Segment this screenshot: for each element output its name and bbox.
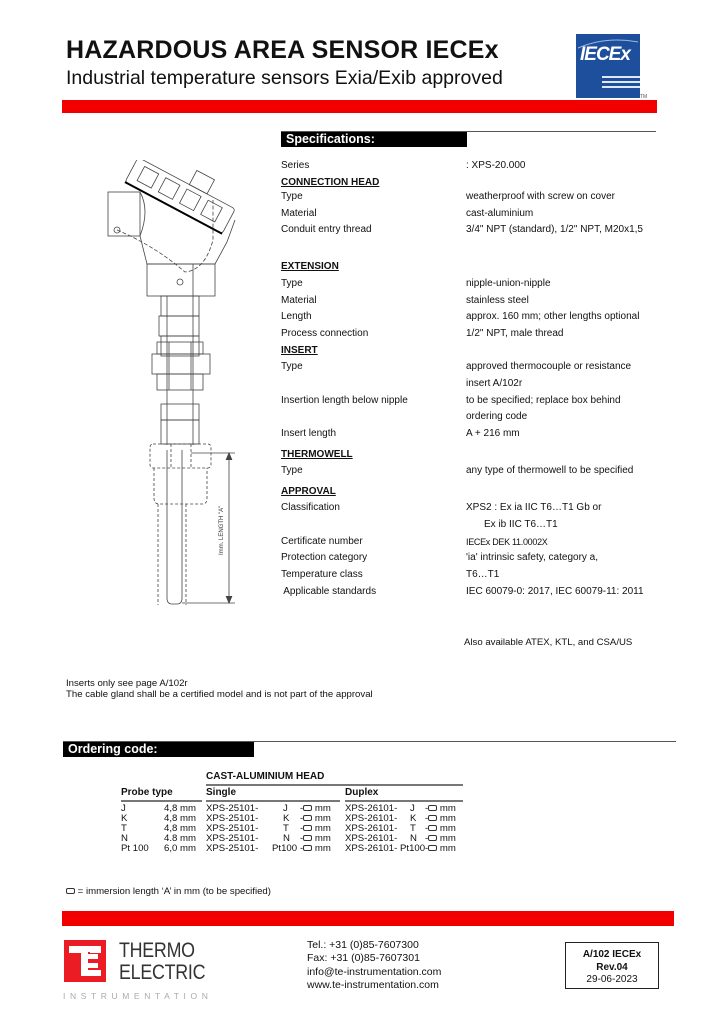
spec-value: IECEx DEK 11.0002X <box>466 537 548 547</box>
duplex-code: XPS-26101- <box>345 803 398 814</box>
spec-label: Insertion length below nipple <box>281 395 408 406</box>
duplex-code: XPS-26101- <box>345 813 398 824</box>
single-type: K <box>283 813 290 824</box>
probe-diameter: 4,8 mm <box>164 823 196 834</box>
iecex-logo <box>576 34 640 98</box>
brand-name-line1: THERMO <box>119 939 195 962</box>
ordering-code-heading: Ordering code: <box>63 742 254 757</box>
length-box-icon <box>303 805 312 811</box>
length-box-icon <box>303 815 312 821</box>
length-placeholder-box: - mm <box>425 803 456 814</box>
spec-label: Conduit entry thread <box>281 224 372 235</box>
spec-value: : XPS-20.000 <box>466 160 526 171</box>
revision-date: 29-06-2023 <box>586 974 638 985</box>
spec-value: XPS2 : Ex ia IIC T6…T1 Gb or <box>466 502 602 513</box>
spec-value: weatherproof with screw on cover <box>466 191 615 202</box>
spec-label: Material <box>281 295 317 306</box>
email-link[interactable]: info@te-instrumentation.com <box>307 965 442 978</box>
length-placeholder-box: - mm <box>300 813 331 824</box>
website-link[interactable]: www.te-instrumentation.com <box>307 978 439 991</box>
section-title-approval: APPROVAL <box>281 486 336 497</box>
length-placeholder-box: - mm <box>425 823 456 834</box>
probe-diameter: 4,8 mm <box>164 813 196 824</box>
brand-tagline: INSTRUMENTATION <box>63 991 213 1001</box>
length-placeholder-box: - mm <box>425 813 456 824</box>
length-box-icon <box>428 835 437 841</box>
length-placeholder-box: - mm <box>300 843 331 854</box>
spec-value: any type of thermowell to be specified <box>466 465 634 476</box>
column-header-probe-type: Probe type <box>121 787 173 798</box>
spec-label: Insert length <box>281 428 337 439</box>
length-box-icon <box>303 835 312 841</box>
spec-value: stainless steel <box>466 295 529 306</box>
conduit-entry-icon <box>108 192 140 236</box>
single-code: XPS-25101- <box>206 833 259 844</box>
spec-value: cast-aluminium <box>466 208 534 219</box>
probe-type: J <box>121 803 126 814</box>
single-code: XPS-25101- <box>206 813 259 824</box>
section-title-thermowell: THERMOWELL <box>281 449 353 460</box>
spec-value: approved thermocouple or resistance <box>466 361 632 372</box>
spec-value-cont: ordering code <box>466 411 528 422</box>
probe-type: Pt 100 <box>121 843 149 854</box>
section-title-extension: EXTENSION <box>281 261 339 272</box>
spec-label: Type <box>281 278 303 289</box>
specifications-heading: Specifications: <box>281 132 467 147</box>
also-available-note: Also available ATEX, KTL, and CSA/US <box>464 637 633 648</box>
spec-label: Type <box>281 465 303 476</box>
single-type: T <box>283 823 289 834</box>
probe-diameter: 4.8 mm <box>164 833 196 844</box>
length-box-icon <box>428 805 437 811</box>
trademark-mark: TM <box>640 94 648 100</box>
section-title-connection-head: CONNECTION HEAD <box>281 177 380 188</box>
spec-value: IEC 60079-0: 2017, IEC 60079-11: 2011 <box>466 586 644 597</box>
iecex-logo-text: IECEx <box>580 44 630 65</box>
brand-name-line2: ELECTRIC <box>119 961 206 984</box>
spec-label: Protection category <box>281 552 368 563</box>
probe-diameter: 6,0 mm <box>164 843 196 854</box>
revision: Rev.04 <box>596 961 628 973</box>
length-box-icon <box>428 815 437 821</box>
probe-diameter: 4,8 mm <box>164 803 196 814</box>
duplex-type: T <box>410 823 416 834</box>
header-underline <box>206 784 463 786</box>
header-underline <box>345 800 463 802</box>
duplex-type: Pt100 <box>400 843 426 854</box>
length-placeholder-box: - mm <box>300 803 331 814</box>
spec-value: 'ia' intrinsic safety, category a, <box>466 552 599 563</box>
document-reference-box <box>565 942 659 989</box>
spec-value: T6…T1 <box>466 569 500 580</box>
column-header-single: Single <box>206 787 237 798</box>
thermo-electric-logo-icon <box>64 940 106 982</box>
single-type: Pt100 <box>272 843 298 854</box>
spec-label: Length <box>281 311 312 322</box>
note-cable-gland: The cable gland shall be a certified model and is not part of the approval <box>66 689 373 700</box>
spec-value: A + 216 mm <box>466 428 520 439</box>
probe-type: N <box>121 833 128 844</box>
length-box-icon <box>303 845 312 851</box>
spec-label: Material <box>281 208 317 219</box>
dimension-label: Imm. LENGTH "A" <box>219 505 225 555</box>
group-header: CAST-ALUMINIUM HEAD <box>206 771 325 782</box>
column-header-duplex: Duplex <box>345 787 379 798</box>
duplex-type: N <box>410 833 417 844</box>
length-placeholder-box: - mm <box>300 833 331 844</box>
contact-block <box>307 939 441 992</box>
immersion-length-legend <box>66 886 271 897</box>
single-type: J <box>283 803 288 814</box>
duplex-type: J <box>410 803 415 814</box>
header-red-bar <box>62 100 657 113</box>
length-box-icon <box>428 825 437 831</box>
length-box-icon <box>303 825 312 831</box>
length-box-icon <box>66 888 75 894</box>
document-code: A/102 IECEx <box>582 949 642 960</box>
header-underline <box>206 800 340 802</box>
legend-text: = immersion length ‘A’ in mm (to be specified) <box>77 886 271 897</box>
spec-value: 1/2" NPT, male thread <box>466 328 564 339</box>
note-inserts: Inserts only see page A/102r <box>66 678 188 689</box>
single-code: XPS-25101- <box>206 843 259 854</box>
single-code: XPS-25101- <box>206 823 259 834</box>
spec-value: approx. 160 mm; other lengths optional <box>466 311 640 322</box>
duplex-code: XPS-26101- <box>345 843 398 854</box>
phone: Tel.: +31 (0)85-7607300 <box>307 939 419 951</box>
single-code: XPS-25101- <box>206 803 259 814</box>
logo-swoosh-icon <box>576 34 640 98</box>
spec-label: Temperature class <box>281 569 363 580</box>
duplex-code: XPS-26101- <box>345 823 398 834</box>
length-placeholder-box: - mm <box>425 843 456 854</box>
spec-value: 3/4" NPT (standard), 1/2" NPT, M20x1,5 <box>466 224 643 235</box>
header-underline <box>121 800 202 802</box>
spec-value: nipple-union-nipple <box>466 278 551 289</box>
duplex-code: XPS-26101- <box>345 833 398 844</box>
page-title: HAZARDOUS AREA SENSOR IECEx <box>66 36 499 64</box>
section-title-insert: INSERT <box>281 345 318 356</box>
footer-red-bar <box>62 911 674 926</box>
fax: Fax: +31 (0)85-7607301 <box>307 952 420 965</box>
spec-value-cont: Ex ib IIC T6…T1 <box>484 519 558 530</box>
page-subtitle: Industrial temperature sensors Exia/Exib approved <box>66 67 503 89</box>
probe-type: K <box>121 813 128 824</box>
single-type: N <box>283 833 290 844</box>
spec-value: to be specified; replace box behind <box>466 395 621 406</box>
sensor-technical-drawing <box>95 160 255 610</box>
spec-value-cont: insert A/102r <box>466 378 523 389</box>
probe-type: T <box>121 823 127 834</box>
length-placeholder-box: - mm <box>300 823 331 834</box>
length-box-icon <box>428 845 437 851</box>
spec-label: Classification <box>281 502 340 513</box>
spec-label: Certificate number <box>281 536 363 547</box>
spec-label: Series <box>281 160 310 171</box>
spec-label: Type <box>281 191 303 202</box>
spec-label: Process connection <box>281 328 369 339</box>
length-placeholder-box: - mm <box>425 833 456 844</box>
duplex-type: K <box>410 813 417 824</box>
spec-label: Applicable standards <box>281 586 377 597</box>
spec-label: Type <box>281 361 303 372</box>
